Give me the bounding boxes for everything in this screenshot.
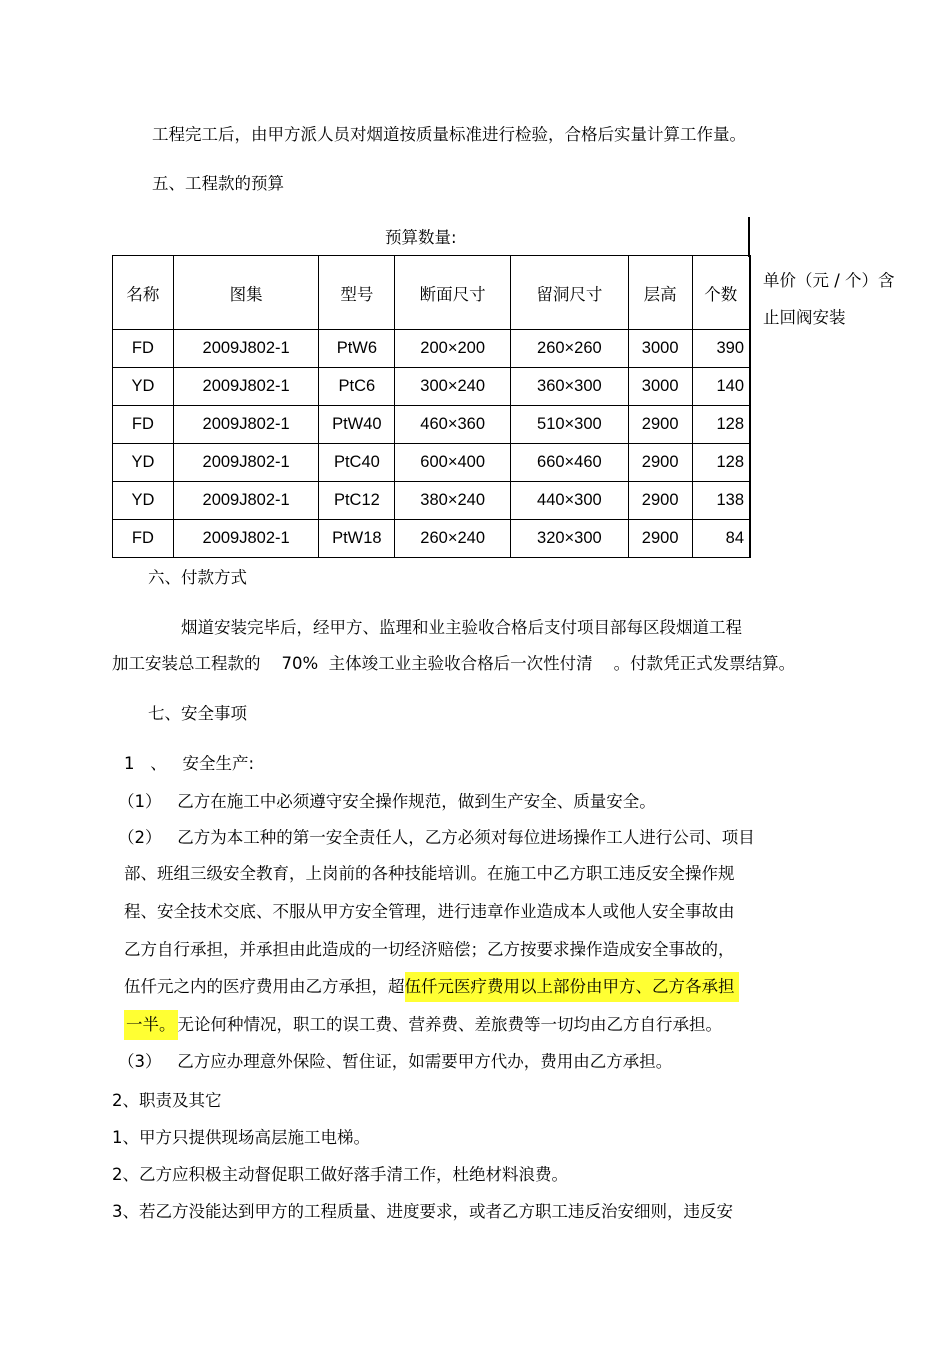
table-row bbox=[113, 330, 751, 368]
table-cell: 2009J802-1 bbox=[173, 330, 319, 368]
table-cell: 2900 bbox=[628, 406, 692, 444]
payment-line-1: 烟道安装完毕后，经甲方、监理和业主验收合格后支付项目部每区段烟道工程 bbox=[181, 618, 742, 637]
table-cell: 440×300 bbox=[511, 482, 629, 520]
table-cell: 2009J802-1 bbox=[173, 368, 319, 406]
section-7-title: 七、安全事项 bbox=[148, 704, 247, 723]
highlighted-text: 伍仟元医疗费用以上部份由甲方、乙方各承担 bbox=[405, 972, 739, 1002]
table-cell: PtC40 bbox=[319, 444, 395, 482]
table-row bbox=[113, 406, 751, 444]
table-cell: 84 bbox=[692, 520, 750, 558]
header-cell: 层高 bbox=[628, 256, 692, 330]
header-cell: 型号 bbox=[319, 256, 395, 330]
unit-price-note bbox=[763, 262, 913, 336]
table-cell: FD bbox=[113, 406, 174, 444]
table-cell: 3000 bbox=[628, 368, 692, 406]
header-cell: 个数 bbox=[692, 256, 750, 330]
table-cell: YD bbox=[113, 368, 174, 406]
table-cell: YD bbox=[113, 482, 174, 520]
table-row bbox=[113, 368, 751, 406]
payment-line-2: 加工安装总工程款的 70% 主体竣工业主验收合格后一次性付清 。付款凭正式发票结算。 bbox=[112, 654, 796, 673]
table-cell: 360×300 bbox=[511, 368, 629, 406]
table-cell: PtW6 bbox=[319, 330, 395, 368]
unit-price-note-line1: 单价（元 / 个）含 bbox=[763, 271, 895, 290]
table-cell: FD bbox=[113, 330, 174, 368]
table-cell: 2900 bbox=[628, 444, 692, 482]
table-cell: 138 bbox=[692, 482, 750, 520]
table-cell: 380×240 bbox=[395, 482, 511, 520]
safety-item-1: （1） 乙方在施工中必须遵守安全操作规范，做到生产安全、质量安全。 bbox=[118, 792, 656, 811]
duty-1: 1、甲方只提供现场高层施工电梯。 bbox=[112, 1128, 370, 1147]
safety-item-2-line-3: 程、安全技术交底、不服从甲方安全管理，进行违章作业造成本人或他人安全事故由 bbox=[124, 902, 735, 921]
header-cell: 留洞尺寸 bbox=[511, 256, 629, 330]
safety-item-2-line-6-plain: 无论何种情况，职工的误工费、营养费、差旅费等一切均由乙方自行承担。 bbox=[177, 1015, 722, 1034]
header-cell: 图集 bbox=[173, 256, 319, 330]
safety-heading: 1 、 安全生产: bbox=[124, 754, 255, 773]
table-cell: 2009J802-1 bbox=[173, 482, 319, 520]
table-cell: 2009J802-1 bbox=[173, 444, 319, 482]
safety-item-3: （3） 乙方应办理意外保险、暂住证，如需要甲方代办，费用由乙方承担。 bbox=[118, 1052, 673, 1071]
section-5-title: 五、工程款的预算 bbox=[152, 174, 284, 193]
duties-heading: 2、职责及其它 bbox=[112, 1091, 222, 1110]
table-cell: 3000 bbox=[628, 330, 692, 368]
safety-item-2-line-5-plain: 伍仟元之内的医疗费用由乙方承担，超 bbox=[124, 977, 405, 996]
safety-item-2-line-6 bbox=[124, 1014, 722, 1040]
unit-price-note-line2: 止回阀安装 bbox=[763, 308, 846, 327]
safety-item-2-line-2: 部、班组三级安全教育，上岗前的各种技能培训。在施工中乙方职工违反安全操作规 bbox=[124, 864, 735, 883]
table-header-row bbox=[113, 256, 751, 330]
table-cell: 660×460 bbox=[511, 444, 629, 482]
table-cell: 390 bbox=[692, 330, 750, 368]
para-inspection: 工程完工后，由甲方派人员对烟道按质量标准进行检验，合格后实量计算工作量。 bbox=[152, 125, 746, 144]
table-cell: 128 bbox=[692, 406, 750, 444]
table-cell: 2900 bbox=[628, 520, 692, 558]
table-cell: 128 bbox=[692, 444, 750, 482]
duty-3: 3、若乙方没能达到甲方的工程质量、进度要求，或者乙方职工违反治安细则，违反安 bbox=[112, 1202, 733, 1221]
table-cell: 260×240 bbox=[395, 520, 511, 558]
budget-table bbox=[112, 255, 751, 558]
table-cell: 140 bbox=[692, 368, 750, 406]
safety-item-2-line-5 bbox=[124, 976, 739, 1002]
section-6-title: 六、付款方式 bbox=[148, 568, 247, 587]
table-cell: 2009J802-1 bbox=[173, 406, 319, 444]
safety-item-2-line-4: 乙方自行承担，并承担由此造成的一切经济赔偿；乙方按要求操作造成安全事故的， bbox=[124, 940, 735, 959]
table-cell: 260×260 bbox=[511, 330, 629, 368]
table-caption: 预算数量: bbox=[385, 228, 457, 247]
table-right-rule bbox=[748, 217, 750, 257]
table-cell: 300×240 bbox=[395, 368, 511, 406]
table-cell: 2900 bbox=[628, 482, 692, 520]
table-cell: PtC12 bbox=[319, 482, 395, 520]
table-cell: 2009J802-1 bbox=[173, 520, 319, 558]
highlighted-text: 一半。 bbox=[124, 1010, 178, 1040]
table-cell: PtW18 bbox=[319, 520, 395, 558]
header-cell: 名称 bbox=[113, 256, 174, 330]
safety-item-2-line-1: （2） 乙方为本工种的第一安全责任人，乙方必须对每位进场操作工人进行公司、项目 bbox=[118, 828, 755, 847]
table-cell: PtC6 bbox=[319, 368, 395, 406]
table-cell: YD bbox=[113, 444, 174, 482]
table-row bbox=[113, 482, 751, 520]
table-row bbox=[113, 520, 751, 558]
table-cell: 600×400 bbox=[395, 444, 511, 482]
table-cell: PtW40 bbox=[319, 406, 395, 444]
table-cell: 320×300 bbox=[511, 520, 629, 558]
header-cell: 断面尺寸 bbox=[395, 256, 511, 330]
table-cell: FD bbox=[113, 520, 174, 558]
table-cell: 460×360 bbox=[395, 406, 511, 444]
duty-2: 2、乙方应积极主动督促职工做好落手清工作，杜绝材料浪费。 bbox=[112, 1165, 568, 1184]
table-row bbox=[113, 444, 751, 482]
table-cell: 200×200 bbox=[395, 330, 511, 368]
table-cell: 510×300 bbox=[511, 406, 629, 444]
